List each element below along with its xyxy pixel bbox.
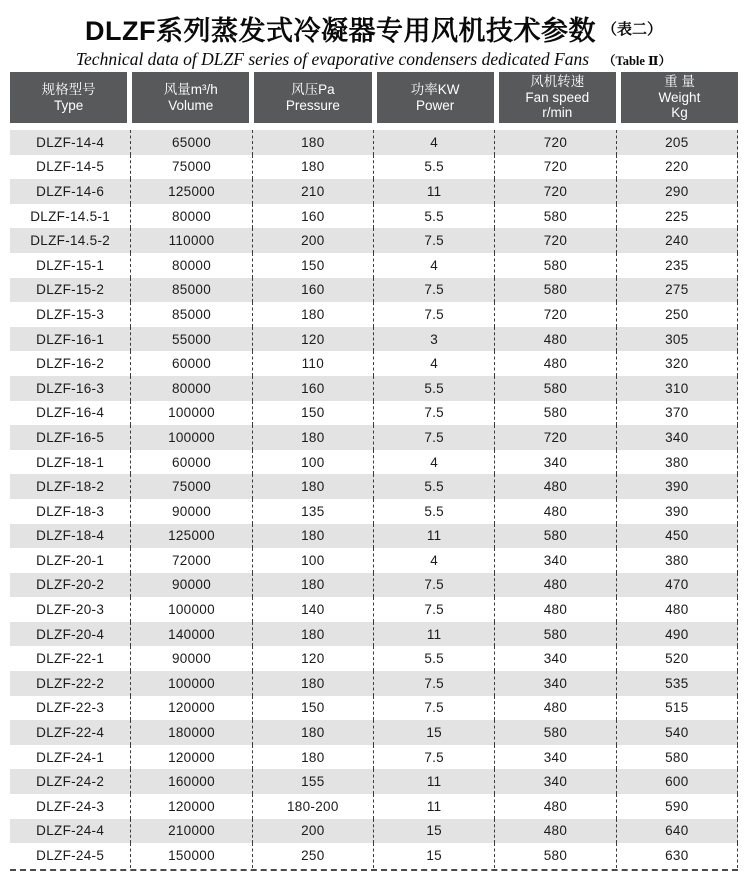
cell-type: DLZF-18-3 (36, 503, 105, 519)
cell-power: 4 (373, 450, 494, 475)
cell-speed: 480 (494, 327, 615, 352)
column-header-volume (132, 72, 249, 123)
cell-type: DLZF-18-4 (36, 528, 105, 544)
column-header-line: 功率KW (410, 82, 460, 97)
cell-type: DLZF-24-2 (36, 774, 105, 790)
cell-speed: 480 (494, 573, 615, 598)
cell-pressure: 180 (252, 524, 373, 549)
table-body (10, 130, 738, 871)
cell-type: DLZF-16-1 (36, 331, 105, 347)
cell-type: DLZF-16-5 (36, 429, 105, 445)
cell-speed: 720 (494, 425, 615, 450)
cell-power: 7.5 (373, 401, 494, 426)
cell-volume: 80000 (130, 204, 251, 229)
cell-pressure: 180 (252, 474, 373, 499)
cell-weight: 220 (616, 155, 738, 180)
cell-speed: 340 (494, 450, 615, 475)
cell-power: 3 (373, 327, 494, 352)
cell-weight: 630 (616, 843, 738, 868)
cell-speed: 580 (494, 204, 615, 229)
cell-speed: 720 (494, 155, 615, 180)
cell-speed: 480 (494, 794, 615, 819)
cell-weight: 390 (616, 499, 738, 524)
cell-weight: 380 (616, 450, 738, 475)
table-row (10, 204, 738, 229)
cell-volume: 100000 (130, 401, 251, 426)
cell-weight: 390 (616, 474, 738, 499)
cell-volume: 60000 (130, 450, 251, 475)
cell-speed: 480 (494, 351, 615, 376)
table-row (10, 548, 738, 573)
cell-weight: 305 (616, 327, 738, 352)
cell-power: 7.5 (373, 425, 494, 450)
cell-power: 5.5 (373, 474, 494, 499)
cell-power: 7.5 (373, 671, 494, 696)
cell-weight: 515 (616, 696, 738, 721)
page-subtitle-table-number: （Table Ⅱ） (603, 53, 672, 68)
cell-pressure: 160 (252, 278, 373, 303)
cell-type: DLZF-14-6 (36, 183, 105, 199)
cell-weight: 450 (616, 524, 738, 549)
cell-power: 5.5 (373, 499, 494, 524)
cell-volume: 85000 (130, 302, 251, 327)
table-row (10, 253, 738, 278)
cell-weight: 250 (616, 302, 738, 327)
cell-weight: 600 (616, 769, 738, 794)
cell-power: 7.5 (373, 696, 494, 721)
cell-weight: 235 (616, 253, 738, 278)
table-row (10, 425, 738, 450)
cell-power: 11 (373, 769, 494, 794)
column-header-line: Pressure (285, 97, 340, 113)
cell-pressure: 100 (252, 548, 373, 573)
column-header-weight (621, 72, 738, 123)
cell-type: DLZF-22-4 (36, 725, 105, 741)
cell-weight: 590 (616, 794, 738, 819)
column-header-line: 重 量 (664, 74, 695, 90)
cell-type: DLZF-16-2 (36, 356, 105, 372)
table-row (10, 573, 738, 598)
column-header-line: 规格型号 (41, 82, 96, 97)
cell-type: DLZF-20-4 (36, 626, 105, 642)
cell-weight: 320 (616, 351, 738, 376)
cell-pressure: 135 (252, 499, 373, 524)
cell-volume: 55000 (130, 327, 251, 352)
cell-volume: 180000 (130, 720, 251, 745)
cell-pressure: 180 (252, 622, 373, 647)
cell-pressure: 155 (252, 769, 373, 794)
cell-weight: 370 (616, 401, 738, 426)
cell-power: 7.5 (373, 745, 494, 770)
cell-type: DLZF-15-3 (36, 306, 105, 322)
cell-volume: 75000 (130, 474, 251, 499)
cell-volume: 60000 (130, 351, 251, 376)
table-row (10, 720, 738, 745)
cell-weight: 540 (616, 720, 738, 745)
cell-type: DLZF-16-4 (36, 405, 105, 421)
cell-pressure: 180 (252, 302, 373, 327)
cell-pressure: 250 (252, 843, 373, 868)
table-row (10, 474, 738, 499)
table-row (10, 671, 738, 696)
cell-volume: 125000 (130, 524, 251, 549)
fan-spec-table (10, 72, 738, 871)
cell-volume: 150000 (130, 843, 251, 868)
column-header-line: 风压Pa (291, 82, 335, 97)
cell-type: DLZF-14.5-1 (30, 208, 111, 224)
cell-pressure: 180 (252, 130, 373, 155)
cell-type: DLZF-18-2 (36, 479, 105, 495)
cell-weight: 240 (616, 228, 738, 253)
cell-volume: 140000 (130, 622, 251, 647)
cell-type: DLZF-24-4 (36, 823, 105, 839)
cell-weight: 520 (616, 646, 738, 671)
cell-pressure: 180 (252, 720, 373, 745)
cell-speed: 480 (494, 499, 615, 524)
cell-type: DLZF-24-3 (36, 798, 105, 814)
cell-weight: 310 (616, 376, 738, 401)
page-title-cn: DLZF系列蒸发式冷凝器专用风机技术参数 (85, 16, 596, 46)
cell-type: DLZF-20-1 (36, 552, 105, 568)
page-subtitle-en: Technical data of DLZF series of evaporative condensers dedicated Fans (75, 49, 590, 69)
cell-type: DLZF-15-2 (36, 282, 105, 298)
column-header-power (377, 72, 494, 123)
cell-speed: 340 (494, 671, 615, 696)
table-row (10, 179, 738, 204)
cell-weight: 290 (616, 179, 738, 204)
cell-power: 15 (373, 843, 494, 868)
cell-speed: 480 (494, 597, 615, 622)
cell-weight: 275 (616, 278, 738, 303)
cell-speed: 720 (494, 302, 615, 327)
cell-weight: 535 (616, 671, 738, 696)
cell-speed: 580 (494, 843, 615, 868)
cell-power: 5.5 (373, 376, 494, 401)
table-row (10, 450, 738, 475)
table-row (10, 597, 738, 622)
cell-power: 4 (373, 548, 494, 573)
column-header-line: 风量m³/h (163, 82, 218, 97)
cell-pressure: 180 (252, 671, 373, 696)
column-header-line: 风机转速 (530, 74, 585, 90)
column-header-pressure (254, 72, 371, 123)
cell-pressure: 180 (252, 745, 373, 770)
cell-pressure: 180 (252, 573, 373, 598)
table-row (10, 769, 738, 794)
cell-pressure: 180 (252, 155, 373, 180)
cell-volume: 90000 (130, 646, 251, 671)
cell-pressure: 120 (252, 327, 373, 352)
cell-power: 7.5 (373, 228, 494, 253)
cell-volume: 80000 (130, 376, 251, 401)
column-header-line: Power (415, 97, 455, 113)
cell-weight: 480 (616, 597, 738, 622)
table-row (10, 351, 738, 376)
cell-pressure: 160 (252, 204, 373, 229)
column-header-line: Kg (671, 105, 688, 121)
table-row (10, 228, 738, 253)
cell-speed: 580 (494, 720, 615, 745)
cell-volume: 100000 (130, 597, 251, 622)
cell-power: 5.5 (373, 646, 494, 671)
column-header-line: r/min (542, 105, 573, 121)
column-header-type (10, 72, 127, 123)
page-subtitle (0, 49, 747, 70)
table-row (10, 155, 738, 180)
cell-type: DLZF-18-1 (36, 454, 105, 470)
cell-pressure: 100 (252, 450, 373, 475)
cell-speed: 580 (494, 376, 615, 401)
cell-type: DLZF-22-1 (36, 651, 105, 667)
cell-type: DLZF-16-3 (36, 380, 105, 396)
cell-speed: 340 (494, 646, 615, 671)
cell-speed: 720 (494, 130, 615, 155)
cell-speed: 340 (494, 548, 615, 573)
cell-pressure: 200 (252, 819, 373, 844)
column-header-line: Weight (658, 89, 701, 105)
cell-volume: 120000 (130, 745, 251, 770)
cell-type: DLZF-15-1 (36, 257, 105, 273)
cell-weight: 380 (616, 548, 738, 573)
cell-speed: 340 (494, 745, 615, 770)
cell-pressure: 150 (252, 696, 373, 721)
cell-power: 11 (373, 524, 494, 549)
table-row (10, 696, 738, 721)
cell-weight: 580 (616, 745, 738, 770)
cell-type: DLZF-14-5 (36, 159, 105, 175)
cell-power: 4 (373, 351, 494, 376)
cell-pressure: 180-200 (252, 794, 373, 819)
cell-pressure: 140 (252, 597, 373, 622)
cell-speed: 580 (494, 253, 615, 278)
cell-speed: 480 (494, 474, 615, 499)
cell-volume: 160000 (130, 769, 251, 794)
cell-power: 7.5 (373, 573, 494, 598)
cell-pressure: 180 (252, 425, 373, 450)
cell-power: 4 (373, 253, 494, 278)
cell-pressure: 210 (252, 179, 373, 204)
table-row (10, 646, 738, 671)
cell-speed: 580 (494, 524, 615, 549)
cell-power: 7.5 (373, 302, 494, 327)
cell-volume: 120000 (130, 794, 251, 819)
cell-speed: 720 (494, 179, 615, 204)
cell-pressure: 150 (252, 401, 373, 426)
table-row (10, 376, 738, 401)
cell-power: 11 (373, 622, 494, 647)
cell-power: 15 (373, 819, 494, 844)
cell-weight: 205 (616, 130, 738, 155)
column-header-line: Volume (168, 97, 214, 113)
cell-pressure: 160 (252, 376, 373, 401)
cell-volume: 125000 (130, 179, 251, 204)
cell-speed: 480 (494, 696, 615, 721)
table-row (10, 819, 738, 844)
table-row (10, 524, 738, 549)
cell-volume: 100000 (130, 425, 251, 450)
cell-power: 7.5 (373, 278, 494, 303)
cell-power: 11 (373, 179, 494, 204)
column-header-line: Fan speed (525, 89, 590, 105)
table-header-row (10, 72, 738, 123)
cell-speed: 720 (494, 228, 615, 253)
cell-type: DLZF-22-2 (36, 675, 105, 691)
cell-pressure: 110 (252, 351, 373, 376)
page-title-table-number: （表二） (601, 21, 662, 38)
table-row (10, 327, 738, 352)
table-row (10, 843, 738, 868)
cell-volume: 120000 (130, 696, 251, 721)
cell-power: 5.5 (373, 204, 494, 229)
table-row (10, 499, 738, 524)
cell-speed: 480 (494, 819, 615, 844)
cell-weight: 340 (616, 425, 738, 450)
cell-volume: 65000 (130, 130, 251, 155)
cell-speed: 340 (494, 769, 615, 794)
cell-type: DLZF-14.5-2 (30, 233, 111, 249)
title-block (0, 0, 747, 70)
cell-speed: 580 (494, 622, 615, 647)
cell-weight: 470 (616, 573, 738, 598)
cell-volume: 80000 (130, 253, 251, 278)
cell-speed: 580 (494, 278, 615, 303)
table-row (10, 401, 738, 426)
cell-speed: 580 (494, 401, 615, 426)
cell-power: 15 (373, 720, 494, 745)
cell-weight: 490 (616, 622, 738, 647)
table-row (10, 622, 738, 647)
column-header-line: Type (53, 97, 84, 113)
cell-volume: 72000 (130, 548, 251, 573)
cell-volume: 100000 (130, 671, 251, 696)
table-row (10, 130, 738, 155)
cell-pressure: 120 (252, 646, 373, 671)
cell-volume: 75000 (130, 155, 251, 180)
cell-volume: 110000 (130, 228, 251, 253)
cell-weight: 225 (616, 204, 738, 229)
table-row (10, 278, 738, 303)
table-row (10, 745, 738, 770)
cell-power: 11 (373, 794, 494, 819)
cell-volume: 90000 (130, 499, 251, 524)
cell-power: 4 (373, 130, 494, 155)
cell-type: DLZF-20-3 (36, 602, 105, 618)
table-row (10, 794, 738, 819)
cell-volume: 90000 (130, 573, 251, 598)
cell-type: DLZF-24-5 (36, 848, 105, 864)
cell-volume: 85000 (130, 278, 251, 303)
cell-pressure: 200 (252, 228, 373, 253)
cell-type: DLZF-24-1 (36, 749, 105, 765)
table-row (10, 302, 738, 327)
cell-pressure: 150 (252, 253, 373, 278)
cell-power: 7.5 (373, 597, 494, 622)
page-title (0, 9, 747, 48)
cell-volume: 210000 (130, 819, 251, 844)
column-header-speed (499, 72, 616, 123)
cell-type: DLZF-20-2 (36, 577, 105, 593)
cell-weight: 640 (616, 819, 738, 844)
cell-power: 5.5 (373, 155, 494, 180)
cell-type: DLZF-14-4 (36, 134, 105, 150)
cell-type: DLZF-22-3 (36, 700, 105, 716)
